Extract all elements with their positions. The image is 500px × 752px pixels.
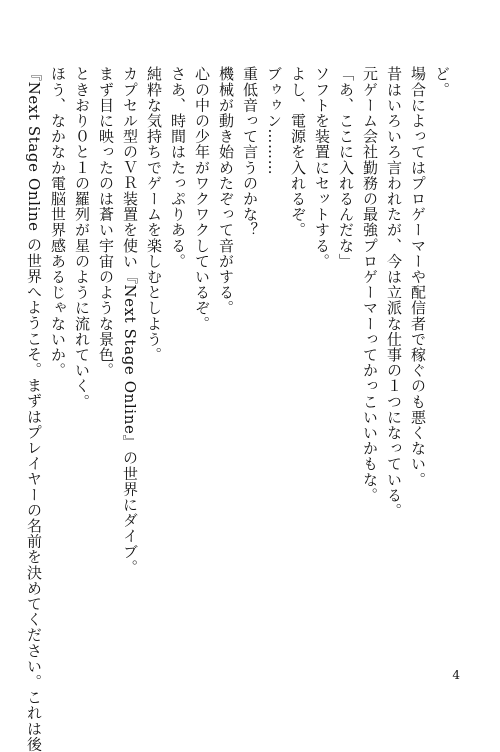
text-line: 純粋な気持ちでゲームを楽しむとしよう。 <box>145 66 163 363</box>
text-line: 機械が動き始めたぞって音がする。 <box>217 66 235 316</box>
text-line: さあ、時間はたっぷりある。 <box>169 66 187 269</box>
text-line: 元ゲーム会社勤務の最強プロゲーマーってかっこいいかもな。 <box>361 66 379 503</box>
vertical-text-body <box>22 66 454 752</box>
text-line: ど。 <box>433 66 451 98</box>
text-line: まず目に映ったのは蒼い宇宙のような景色。 <box>97 66 115 378</box>
page-number: 4 <box>452 668 460 682</box>
text-line: カプセル型のＶＲ装置を使い『Next Stage Online』の世界にダイブ。 <box>121 66 139 575</box>
text-line: ときおり０と１の羅列が星のように流れていく。 <box>73 66 91 410</box>
text-line: 「あ、ここに入れるんだな」 <box>337 66 355 269</box>
text-line: 重低音って言うのかな？ <box>241 66 259 238</box>
text-line: 心の中の少年がワクワクしているぞ。 <box>193 66 211 332</box>
text-line: ほう、なかなか電脳世界感あるじゃないか。 <box>49 66 67 378</box>
text-line: 場合によってはプロゲーマーや配信者で稼ぐのも悪くない。 <box>409 66 427 488</box>
text-line: よし、電源を入れるぞ。 <box>289 66 307 238</box>
text-line: ブゥゥン……… <box>265 66 283 176</box>
text-line: 昔はいろいろ言われたが、今は立派な仕事の１つになっている。 <box>385 66 403 519</box>
text-line: 『Next Stage Online の世界へようこそ。まずはプレイヤーの名前を決めてください。これは後 <box>25 66 43 752</box>
text-line: ソフトを装置にセットする。 <box>313 66 331 269</box>
